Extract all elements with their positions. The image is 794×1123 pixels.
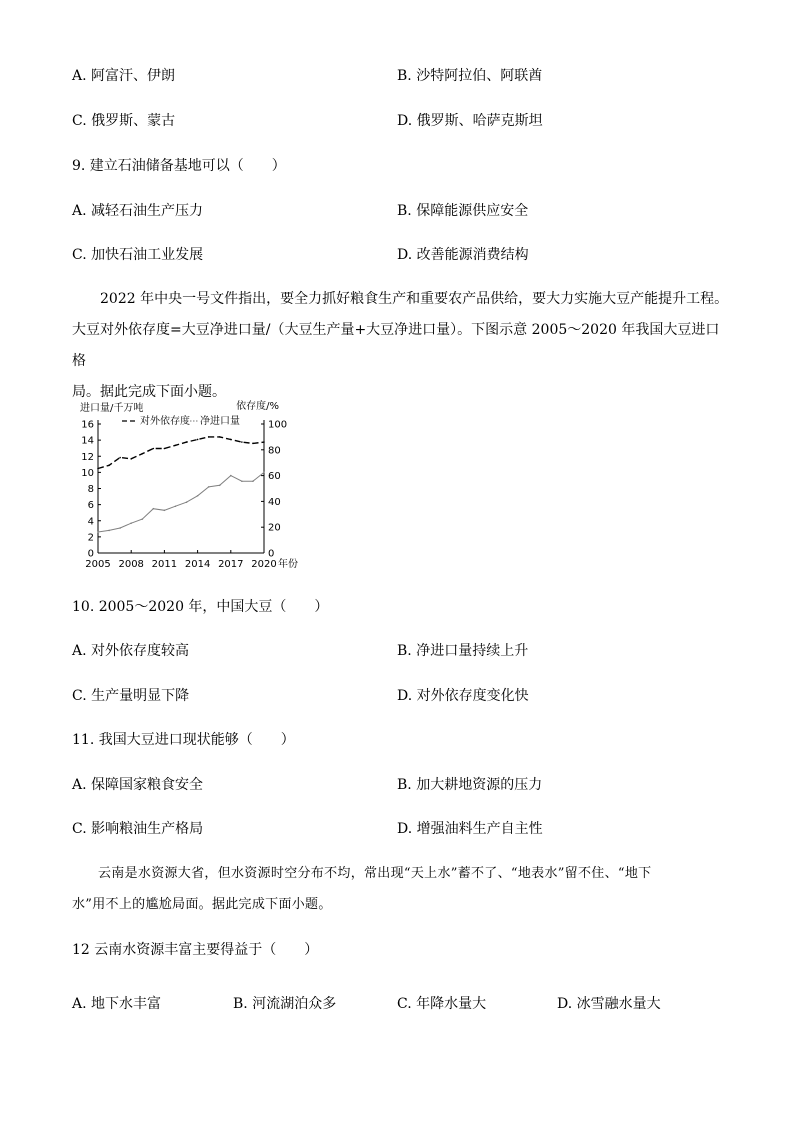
q8-option-b[interactable]: B. 沙特阿拉伯、阿联酋 (397, 68, 543, 84)
net-import-point (186, 501, 188, 503)
left-axis-tick-label: 14 (81, 435, 94, 447)
dependency-point (164, 448, 166, 450)
net-import-point (130, 522, 132, 524)
net-import-series-line (98, 472, 264, 532)
q12-option-c[interactable]: C. 年降水量大 (397, 996, 487, 1012)
q12-option-d[interactable]: D. 冰雪融水量大 (557, 996, 661, 1012)
q12-stem: 12 云南水资源丰富主要得益于（ ） (72, 942, 319, 958)
soybean-passage-line-3: 局。据此完成下面小题。 (72, 384, 226, 400)
x-axis-tick-label: 2017 (218, 559, 244, 570)
right-axis-tick-label: 20 (268, 522, 281, 534)
q10-option-c[interactable]: C. 生产量明显下降 (72, 688, 190, 704)
net-import-point (208, 486, 210, 488)
net-import-point (263, 472, 265, 474)
q10-option-d[interactable]: D. 对外依存度变化快 (397, 688, 529, 704)
dependency-point (241, 441, 243, 443)
soybean-passage-line-2: 大豆对外依存度=大豆净进口量/（大豆生产量+大豆净进口量）。下图示意 2005～2020 年我国大豆进口格 (72, 322, 720, 369)
x-axis-tick-label: 2020 (251, 559, 277, 570)
net-import-point (252, 480, 254, 482)
x-axis-tick-label: 2008 (118, 559, 144, 570)
yunnan-passage-line-2: 水”用不上的尴尬局面。据此完成下面小题。 (72, 897, 332, 912)
dependency-point (175, 444, 177, 446)
right-axis-title: 依存度/% (236, 401, 279, 412)
q12-option-a[interactable]: A. 地下水丰富 (72, 996, 162, 1012)
q11-option-a[interactable]: A. 保障国家粮食安全 (72, 777, 204, 793)
net-import-point (153, 508, 155, 510)
legend-dependency-label: 对外依存度 (140, 416, 190, 427)
net-import-point (119, 527, 121, 529)
soybean-passage (72, 284, 732, 408)
q9-option-c[interactable]: C. 加快石油工业发展 (72, 247, 204, 263)
yunnan-passage (72, 858, 732, 920)
right-axis-tick-label: 0 (268, 548, 275, 560)
q8-option-a[interactable]: A. 阿富汗、伊朗 (72, 68, 176, 84)
left-axis-tick-label: 2 (87, 532, 94, 544)
dependency-point (230, 439, 232, 441)
net-import-point (108, 530, 110, 532)
q9-option-d[interactable]: D. 改善能源消费结构 (397, 247, 529, 263)
net-import-point (219, 484, 221, 486)
q9-option-b[interactable]: B. 保障能源供应安全 (397, 203, 529, 219)
right-axis-tick-label: 60 (268, 471, 281, 483)
x-axis-tick-label: 2005 (85, 559, 111, 570)
net-import-point (230, 475, 232, 477)
q9-stem: 9. 建立石油储备基地可以（ ） (72, 158, 286, 174)
x-axis-tick-label: 2014 (184, 559, 211, 570)
right-axis-tick-label: 40 (268, 496, 281, 508)
soybean-import-chart (78, 397, 303, 575)
net-import-point (175, 505, 177, 507)
yunnan-passage-line-1: 云南是水资源大省，但水资源时空分布不均，常出现“天上水”蓄不了、“地表水”留不住、“地下 (98, 866, 652, 881)
dependency-point (97, 468, 99, 470)
left-axis-tick-label: 6 (87, 500, 94, 512)
right-axis-tick-label: 80 (268, 445, 281, 457)
q12-option-b[interactable]: B. 河流湖泊众多 (233, 996, 337, 1012)
q9-option-a[interactable]: A. 减轻石油生产压力 (72, 203, 204, 219)
legend-net-import-label: 净进口量 (200, 416, 240, 427)
net-import-point (197, 495, 199, 497)
net-import-point (141, 518, 143, 520)
dependency-point (252, 443, 254, 445)
dependency-point (197, 439, 199, 441)
left-axis-tick-label: 12 (81, 451, 94, 463)
q11-stem: 11. 我国大豆进口现状能够（ ） (72, 732, 295, 748)
net-import-point (97, 531, 99, 533)
right-axis-tick-label: 100 (268, 419, 288, 431)
left-axis-tick-label: 10 (81, 467, 94, 479)
dependency-point (219, 436, 221, 438)
dependency-point (130, 458, 132, 460)
left-axis-tick-label: 0 (87, 548, 94, 560)
dependency-point (108, 464, 110, 466)
dependency-point (153, 448, 155, 450)
left-axis-title: 进口量/千万吨 (80, 403, 144, 414)
net-import-point (241, 480, 243, 482)
left-axis-tick-label: 4 (87, 516, 94, 528)
x-axis-tick-label: 2011 (151, 559, 178, 570)
q10-stem: 10. 2005～2020 年，中国大豆（ ） (72, 599, 329, 615)
q11-option-b[interactable]: B. 加大耕地资源的压力 (397, 777, 543, 793)
q8-option-d[interactable]: D. 俄罗斯、哈萨克斯坦 (397, 113, 543, 129)
q10-option-a[interactable]: A. 对外依存度较高 (72, 643, 190, 659)
net-import-point (164, 509, 166, 511)
dependency-point (208, 436, 210, 438)
soybean-passage-line-1: 2022 年中央一号文件指出，要全力抓好粮食生产和重要农产品供给，要大力实施大豆产能提升工程。 (100, 291, 729, 307)
q10-option-b[interactable]: B. 净进口量持续上升 (397, 643, 529, 659)
dependency-point (119, 457, 121, 459)
left-axis-tick-label: 16 (81, 419, 94, 431)
left-axis-tick-label: 8 (87, 484, 94, 495)
dependency-point (141, 453, 143, 455)
dependency-point (186, 441, 188, 443)
q8-option-c[interactable]: C. 俄罗斯、蒙古 (72, 113, 176, 129)
dependency-series-line (98, 437, 264, 469)
x-axis-unit: 年份 (278, 559, 298, 570)
q11-option-c[interactable]: C. 影响粮油生产格局 (72, 821, 204, 837)
q11-option-d[interactable]: D. 增强油料生产自主性 (397, 821, 543, 837)
dependency-point (263, 441, 265, 443)
